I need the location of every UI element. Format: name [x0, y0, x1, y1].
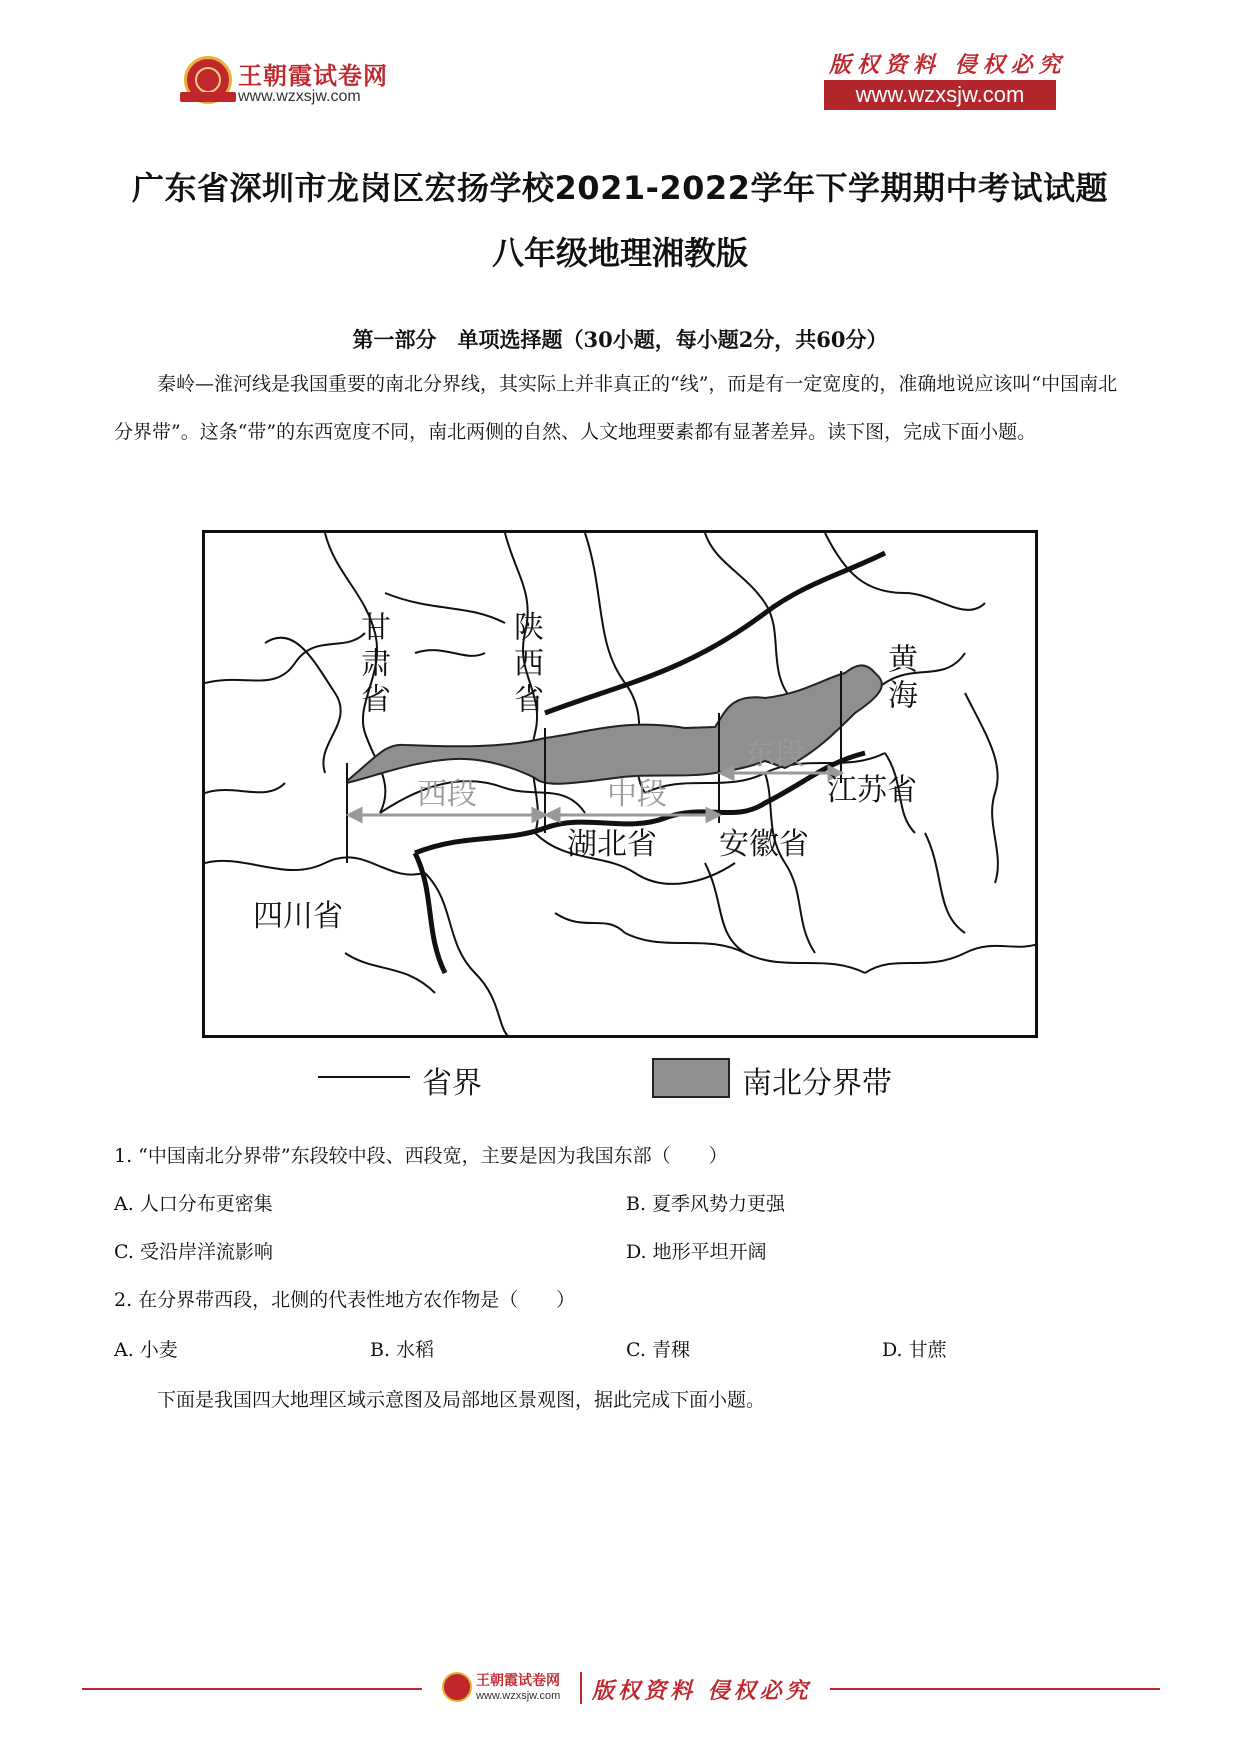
document-subtitle: 八年级地理湘教版 [491, 234, 748, 272]
label-sichuan: 四川省 [253, 899, 343, 934]
question-1-option-d[interactable]: D. 地形平坦开阔 [626, 1241, 767, 1263]
question-2-stem: 2. 在分界带西段，北侧的代表性地方农作物是（ ） [114, 1289, 576, 1311]
footer-copyright: 版权资料 侵权必究 [592, 1678, 812, 1704]
label-hubei: 湖北省 [567, 827, 657, 862]
question-1-option-c[interactable]: C. 受沿岸洋流影响 [114, 1241, 273, 1263]
footer-brand-name: 王朝霞试卷网 [476, 1673, 560, 1689]
question-2-option-b[interactable]: B. 水稻 [370, 1339, 435, 1361]
question-1-option-b[interactable]: B. 夏季风势力更强 [626, 1193, 786, 1215]
legend-boundary-line [318, 1076, 410, 1078]
label-east-segment: 东段 [745, 737, 805, 772]
question-2-option-d[interactable]: D. 甘蔗 [882, 1339, 947, 1361]
logo-ribbon [180, 92, 236, 102]
copyright-notice: 版权资料 侵权必究 [829, 52, 1067, 78]
next-section-intro: 下面是我国四大地理区域示意图及局部地区景观图，据此完成下面小题。 [157, 1389, 766, 1411]
brand-url: www.wzxsjw.com [238, 88, 361, 105]
url-banner: www.wzxsjw.com [824, 80, 1056, 110]
map-legend [318, 1052, 958, 1100]
footer-rule-left [82, 1688, 422, 1690]
document-title: 广东省深圳市龙岗区宏扬学校2021-2022学年下学期期中考试试题 [132, 169, 1108, 207]
question-1-option-a[interactable]: A. 人口分布更密集 [114, 1193, 273, 1215]
label-west-segment: 西段 [417, 777, 477, 812]
label-jiangsu: 江苏省 [827, 773, 917, 808]
question-1-stem: 1. “中国南北分界带”东段较中段、西段宽，主要是因为我国东部（ ） [114, 1145, 728, 1167]
label-anhui: 安徽省 [719, 827, 809, 862]
question-2-option-c[interactable]: C. 青稞 [626, 1339, 690, 1361]
footer-logo-icon [442, 1672, 472, 1702]
footer-rule-right [830, 1688, 1160, 1690]
brand-name: 王朝霞试卷网 [238, 62, 388, 90]
legend-boundary-label: 省界 [422, 1066, 482, 1101]
footer-brand-url: www.wzxsjw.com [476, 1690, 561, 1702]
question-2-option-a[interactable]: A. 小麦 [114, 1339, 178, 1361]
legend-belt-swatch [652, 1058, 730, 1098]
footer-divider [580, 1672, 582, 1704]
label-huanghai: 黄海 [882, 643, 917, 715]
section-heading: 第一部分 单项选择题（30小题，每小题2分，共60分） [352, 327, 888, 352]
label-gansu: 甘肃省 [355, 611, 390, 719]
intro-paragraph: 秦岭—淮河线是我国重要的南北分界线，其实际上并非真正的“线”，而是有一定宽度的，准确地说应该叫“中国南北分界带”。这条“带”的东西宽度不同，南北两侧的自然、人文地理要素都有显著差异。读下图，完成下面小题。 [114, 373, 1118, 443]
legend-belt-label: 南北分界带 [742, 1066, 892, 1101]
map-figure [202, 530, 1038, 1038]
label-middle-segment: 中段 [607, 777, 667, 812]
label-shaanxi: 陕西省 [508, 611, 543, 719]
